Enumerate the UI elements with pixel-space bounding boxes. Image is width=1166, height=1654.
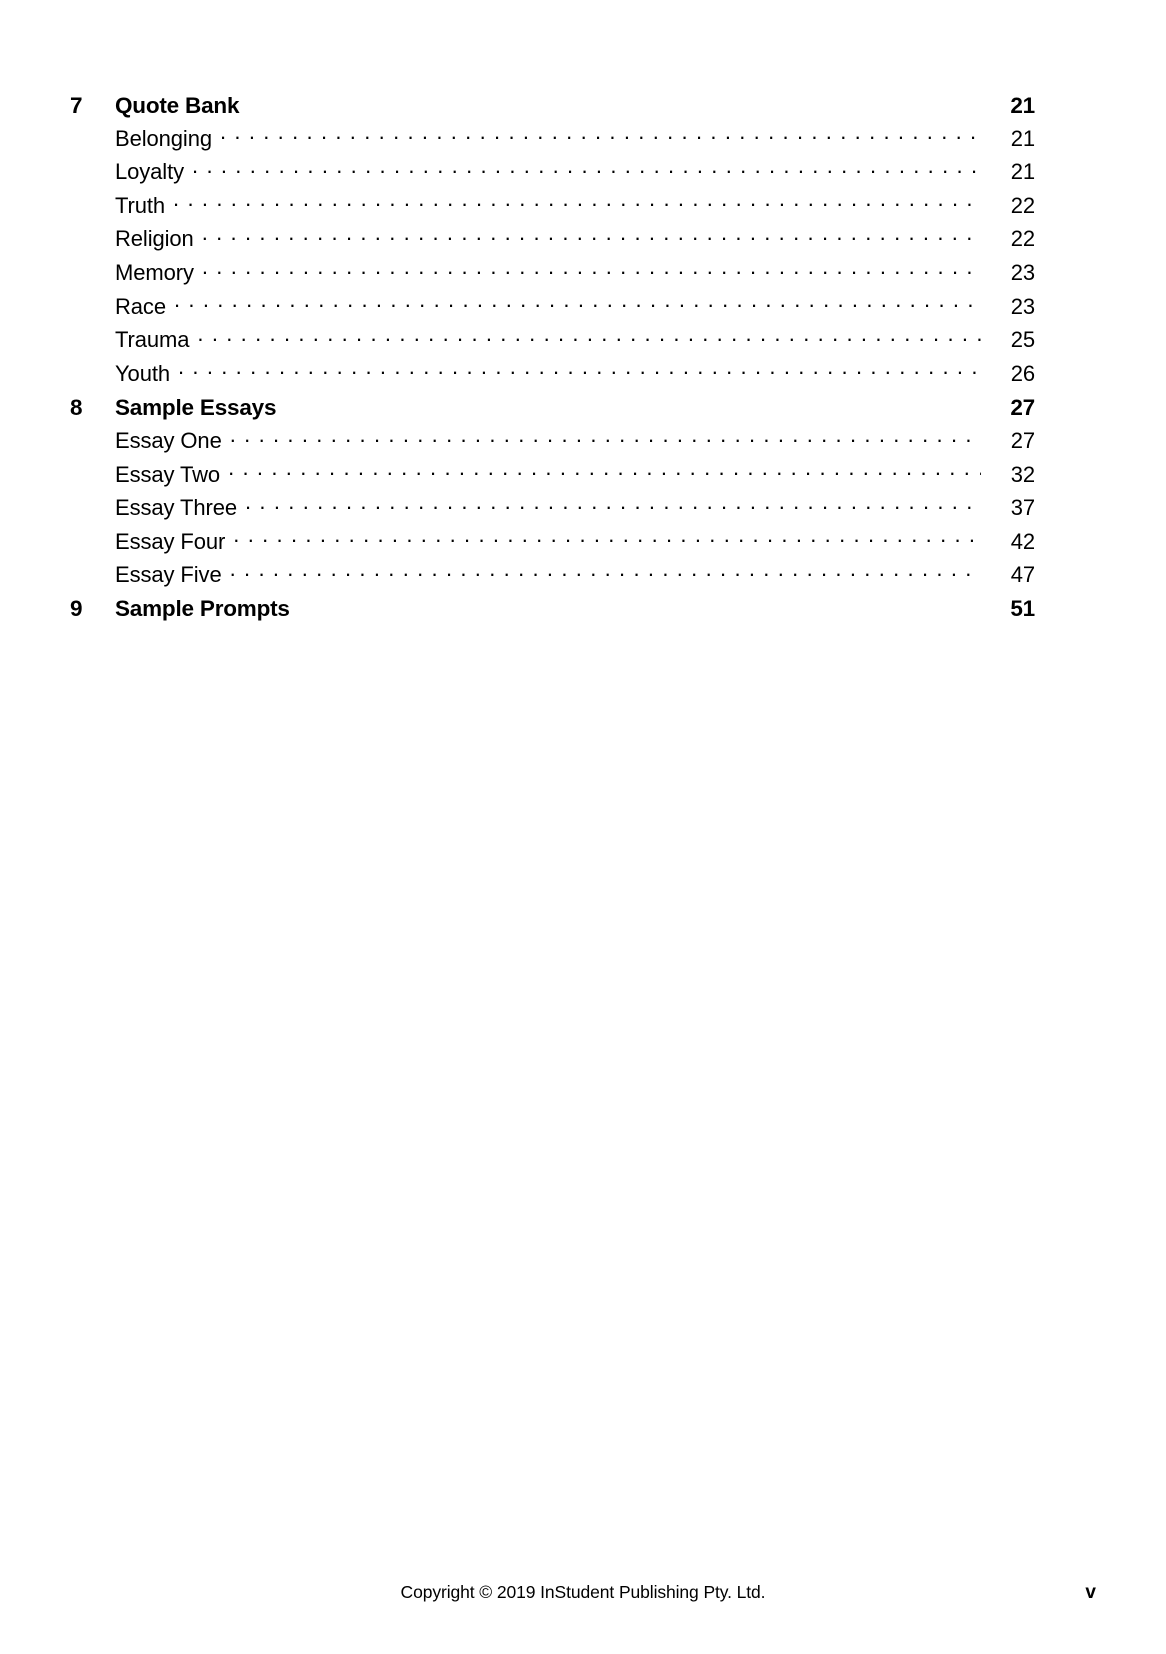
chapter-number: 7 — [70, 92, 83, 118]
toc-chapter-row[interactable] — [70, 90, 1035, 124]
toc-entry-row[interactable] — [70, 460, 1035, 494]
entry-title: Essay Two — [115, 461, 221, 487]
entry-page-number: 37 — [1010, 495, 1035, 521]
entry-title: Memory — [115, 259, 194, 285]
dot-leader — [174, 292, 981, 314]
dot-leader — [247, 90, 981, 113]
copyright-notice: Copyright © 2019 InStudent Publishing Pty. Ltd. — [400, 1582, 766, 1602]
chapter-title: Sample Essays — [115, 394, 277, 420]
page-folio-number: v — [1085, 1582, 1096, 1603]
entry-page-number: 32 — [1010, 461, 1035, 487]
toc-entry-row[interactable] — [70, 124, 1035, 158]
entry-title: Race — [115, 293, 166, 319]
toc-entry-row[interactable] — [70, 258, 1035, 292]
chapter-number: 9 — [70, 596, 83, 622]
toc-entry-row[interactable] — [70, 224, 1035, 258]
table-of-contents — [70, 90, 1035, 628]
entry-title: Essay Five — [115, 562, 222, 588]
entry-title: Truth — [115, 192, 166, 218]
entry-page-number: 22 — [1010, 226, 1035, 252]
entry-title: Essay Three — [115, 495, 237, 521]
entry-page-number: 42 — [1010, 528, 1035, 554]
dot-leader — [245, 493, 981, 515]
entry-title: Essay Four — [115, 528, 226, 554]
toc-entry-row[interactable] — [70, 157, 1035, 191]
toc-entry-row[interactable] — [70, 292, 1035, 326]
chapter-page-number: 21 — [1010, 92, 1035, 118]
entry-title: Trauma — [115, 327, 190, 353]
chapter-number: 8 — [70, 394, 83, 420]
dot-leader — [202, 258, 981, 280]
toc-entry-row[interactable] — [70, 325, 1035, 359]
entry-page-number: 47 — [1010, 562, 1035, 588]
entry-page-number: 25 — [1010, 327, 1035, 353]
entry-title: Religion — [115, 226, 194, 252]
chapter-page-number: 51 — [1010, 596, 1035, 622]
entry-page-number: 21 — [1010, 125, 1035, 151]
entry-page-number: 26 — [1010, 360, 1035, 386]
dot-leader — [228, 460, 981, 482]
dot-leader — [233, 527, 981, 549]
chapter-title: Quote Bank — [115, 92, 240, 118]
dot-leader — [202, 224, 981, 246]
chapter-page-number: 27 — [1010, 394, 1035, 420]
dot-leader — [173, 191, 981, 213]
toc-chapter-row[interactable] — [70, 594, 1035, 628]
dot-leader — [298, 594, 981, 617]
toc-chapter-row[interactable] — [70, 392, 1035, 426]
entry-title: Belonging — [115, 125, 212, 151]
dot-leader — [178, 359, 981, 381]
entry-page-number: 23 — [1010, 293, 1035, 319]
dot-leader — [220, 124, 981, 146]
toc-entry-row[interactable] — [70, 191, 1035, 225]
entry-page-number: 21 — [1010, 159, 1035, 185]
entry-page-number: 23 — [1010, 259, 1035, 285]
dot-leader — [192, 157, 981, 179]
toc-entry-row[interactable] — [70, 527, 1035, 561]
entry-title: Youth — [115, 360, 170, 386]
entry-title: Essay One — [115, 427, 222, 453]
dot-leader — [284, 392, 981, 415]
page-footer — [70, 1582, 1096, 1608]
dot-leader — [197, 325, 981, 347]
entry-page-number: 22 — [1010, 192, 1035, 218]
dot-leader — [230, 560, 981, 582]
toc-entry-row[interactable] — [70, 560, 1035, 594]
toc-entry-row[interactable] — [70, 426, 1035, 460]
entry-page-number: 27 — [1010, 427, 1035, 453]
toc-entry-row[interactable] — [70, 493, 1035, 527]
entry-title: Loyalty — [115, 159, 185, 185]
chapter-title: Sample Prompts — [115, 596, 290, 622]
dot-leader — [230, 426, 981, 448]
toc-entry-row[interactable] — [70, 359, 1035, 393]
